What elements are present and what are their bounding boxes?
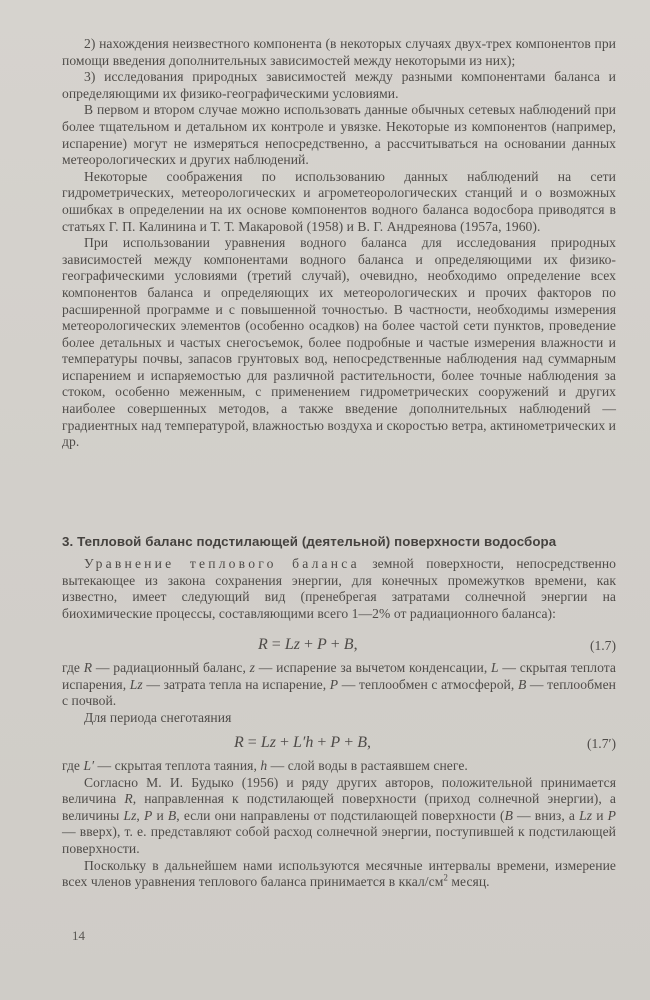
units-end: месяц. [447,874,490,890]
paragraph-references: Некоторые соображения по использованию данных наблюдений на сети гидрометрических, метеорологических и агрометеорологических станций и о возможных ошибках в определении на их основе компонентов водного баланса водосбора приводятся в статьях Г. П. Калинина и Т. Т. Макаровой (1958) и В. Г. Андреянова (1957а, 1960). [62,168,616,234]
paragraph-budyko: Согласно М. И. Будыко (1956) и ряду других авторов, положительной принимается величина R, направленная к подстилающей поверхности (приход солнечной энергии), а величины Lz, P и B, если они направлены от подстилающей поверхности (B — вниз, а Lz и P — вверх), т. е. представляют собой расход солнечной энергии, поступившей к подстилающей поверхности. [62,774,616,856]
units-text: Поскольку в дальнейшем нами используются месячные интервалы времени, измерение всех членов уравнения теплового баланса принимается в ккал/см [62,857,616,890]
equation-formula: R = Lz + P + B, [258,636,358,653]
list-item-2: 2) нахождения неизвестного компонента (в некоторых случаях двух-трех компонентов при помощи введения дополнительных зависимостей между некоторыми из них); [62,36,616,68]
units-superscript: 2 [443,872,448,883]
paragraph-heat-balance-intro [62,556,616,622]
section3-intro-block [62,556,616,622]
definitions-paragraph-2: где L′ — скрытая теплота таяния, h — слой воды в растаявшем снеге. [62,758,468,773]
page-number: 14 [72,928,85,943]
list-item-3: 3) исследования природных зависимостей между разными компонентами баланса и определяющими их физико-географическими условиями. [62,69,616,101]
snowmelt-label: Для периода снеготаяния [84,709,232,725]
section-heading: 3. Тепловой баланс подстилающей (деятельной) поверхности водосбора [62,534,557,549]
paragraph-network-observations: В первом и втором случае можно использовать данные обычных сетевых наблюдений при более тщательном и детальном их контроле и увязке. Некоторые из компонентов (например, испарение) могут не измеряться непосредственно, а рассчитываться на основании данных метеорологических и других наблюдений. [62,102,616,168]
equation-1-7 [62,636,616,656]
equation-number: (1.7′) [586,736,616,751]
intro-rest: земной поверхности, непосредственно вытекающее из закона сохранения энергии, для конечных промежутков времени, как известно, имеет следующий вид (пренебрегая затратами солнечной энергии на биохимические процессы, составляющими всего 1—2% от радиационного баланса): [62,556,616,621]
definitions-block-1 [62,660,616,726]
paragraph-units [62,858,616,891]
paragraph-water-balance-research: При использовании уравнения водного баланса для исследования природных зависимостей между компонентами водного баланса и определяющими их физико-географическими условиями (третий случай), очевидно, необходимо определение всех компонентов баланса и определяющих их метеорологических и прочих факторов по расширенной программе и с повышенной точностью. В частности, необходимы измерения метеорологических элементов (особенно осадков) на более частой сети пунктов, проведение более детальных и частых снегосъемок, более подробные и частые измерения влажности и температуры почвы, запасов грунтовых вод, непосредственные наблюдения над суммарным испарением и испаряемостью для различной растительности, более точные наблюдения за стоком, особенно меженным, с применением гидрометрических сооружений и других наиболее совершенных методов, а также введение дополнительных наблюдений — градиентных над температурой, влажностью воздуха и скоростью ветра, актинометрических и др. [62,235,616,450]
equation-1-7-prime [62,734,616,754]
definitions-paragraph: где R — радиационный баланс, z — испарение за вычетом конденсации, L — скрытая теплота испарения, Lz — затрата тепла на испарение, P — теплообмен с атмосферой, B — теплообмен с почвой. [62,660,616,709]
top-text-block [62,36,616,451]
equation-formula: R = Lz + L′h + P + B, [234,734,371,751]
definitions-block-2 [62,758,616,891]
spaced-emphasis: Уравнение теплового баланса [84,556,360,571]
equation-number: (1.7) [589,638,616,653]
